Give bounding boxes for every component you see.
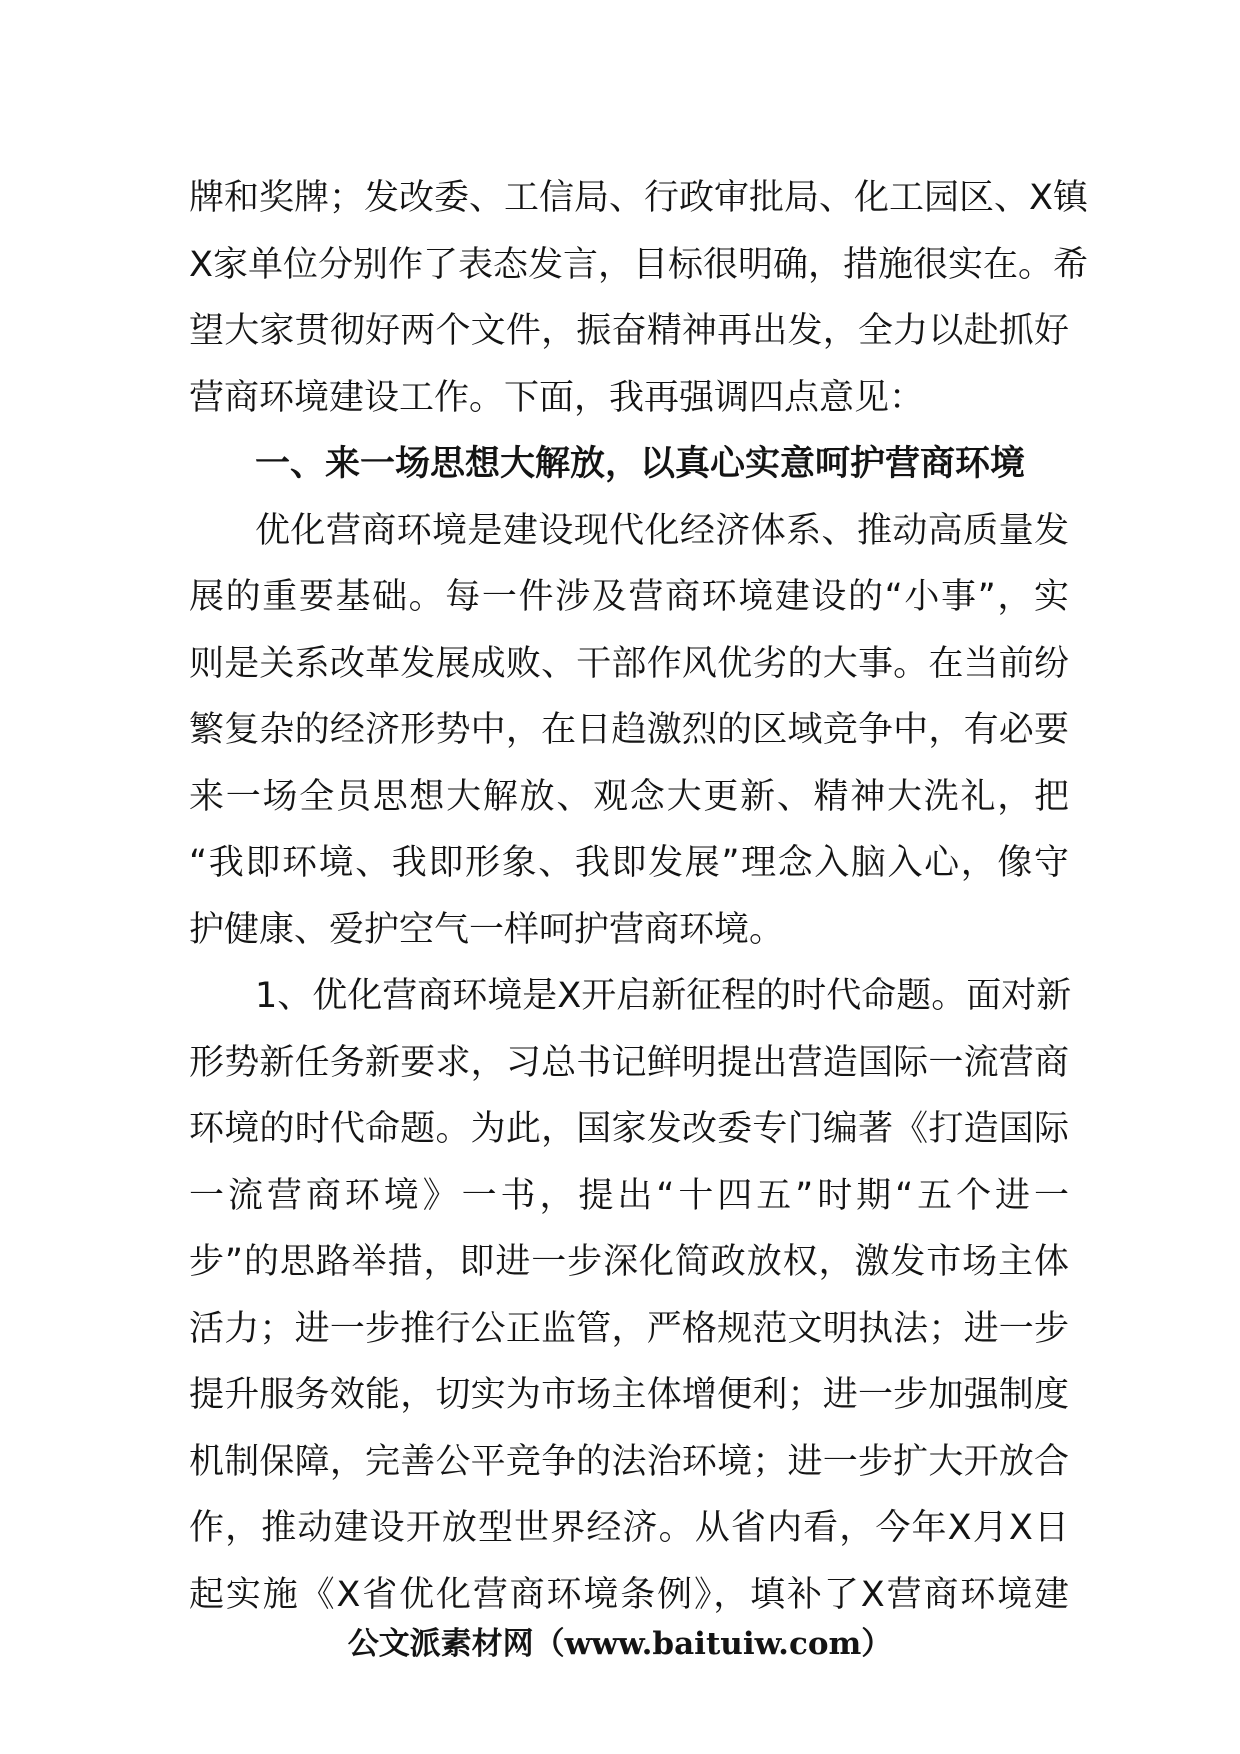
paragraph-line: 繁复杂的经济形势中，在日趋激烈的区域竞争中，有必要 [189,710,1069,750]
paragraph-line: 展的重要基础。每一件涉及营商环境建设的“小事”，实 [189,577,1069,617]
paragraph-line: 机制保障，完善公平竞争的法治环境；进一步扩大开放合 [189,1441,1069,1482]
paragraph-line: 牌和奖牌；发改委、工信局、行政审批局、化工园区、X镇 [189,178,1088,218]
footer-watermark: 公文派素材网（www.baituiw.com） [347,1626,893,1662]
document-body [189,165,1088,1628]
paragraph-line: 环境的时代命题。为此，国家发改委专门编著《打造国际 [189,1109,1069,1149]
paragraph-line: 1、优化营商环境是X开启新征程的时代命题。面对新 [255,976,1072,1016]
paragraph-line: 一流营商环境》一书，提出“十四五”时期“五个进一 [189,1175,1069,1216]
paragraph-line: 营商环境建设工作。下面，我再强调四点意见： [189,377,925,418]
paragraph-line: 优化营商环境是建设现代化经济体系、推动高质量发 [255,510,1069,551]
paragraph-line: 作，推动建设开放型世界经济。从省内看，今年X月X日 [189,1508,1069,1548]
paragraph-line: “我即环境、我即形象、我即发展”理念入脑入心，像守 [189,843,1069,883]
paragraph-line: 来一场全员思想大解放、观念大更新、精神大洗礼，把 [189,776,1069,817]
paragraph-line: 形势新任务新要求，习总书记鲜明提出营造国际一流营商 [189,1042,1069,1083]
paragraph-line: 提升服务效能，切实为市场主体增便利；进一步加强制度 [189,1375,1069,1415]
paragraph-line: 步”的思路举措，即进一步深化简政放权，激发市场主体 [189,1242,1069,1282]
paragraph-line: 护健康、爱护空气一样呵护营商环境。 [189,909,785,950]
paragraph-line: 起实施《X省优化营商环境条例》，填补了X营商环境建 [189,1574,1069,1615]
paragraph-line: X家单位分别作了表态发言，目标很明确，措施很实在。希 [189,244,1088,285]
paragraph-line: 活力；进一步推行公正监管，严格规范文明执法；进一步 [189,1308,1069,1349]
section-heading: 一、来一场思想大解放，以真心实意呵护营商环境 [255,444,1026,484]
paragraph-line: 望大家贯彻好两个文件，振奋精神再出发，全力以赴抓好 [189,311,1069,351]
paragraph-line: 则是关系改革发展成败、干部作风优劣的大事。在当前纷 [189,643,1069,684]
